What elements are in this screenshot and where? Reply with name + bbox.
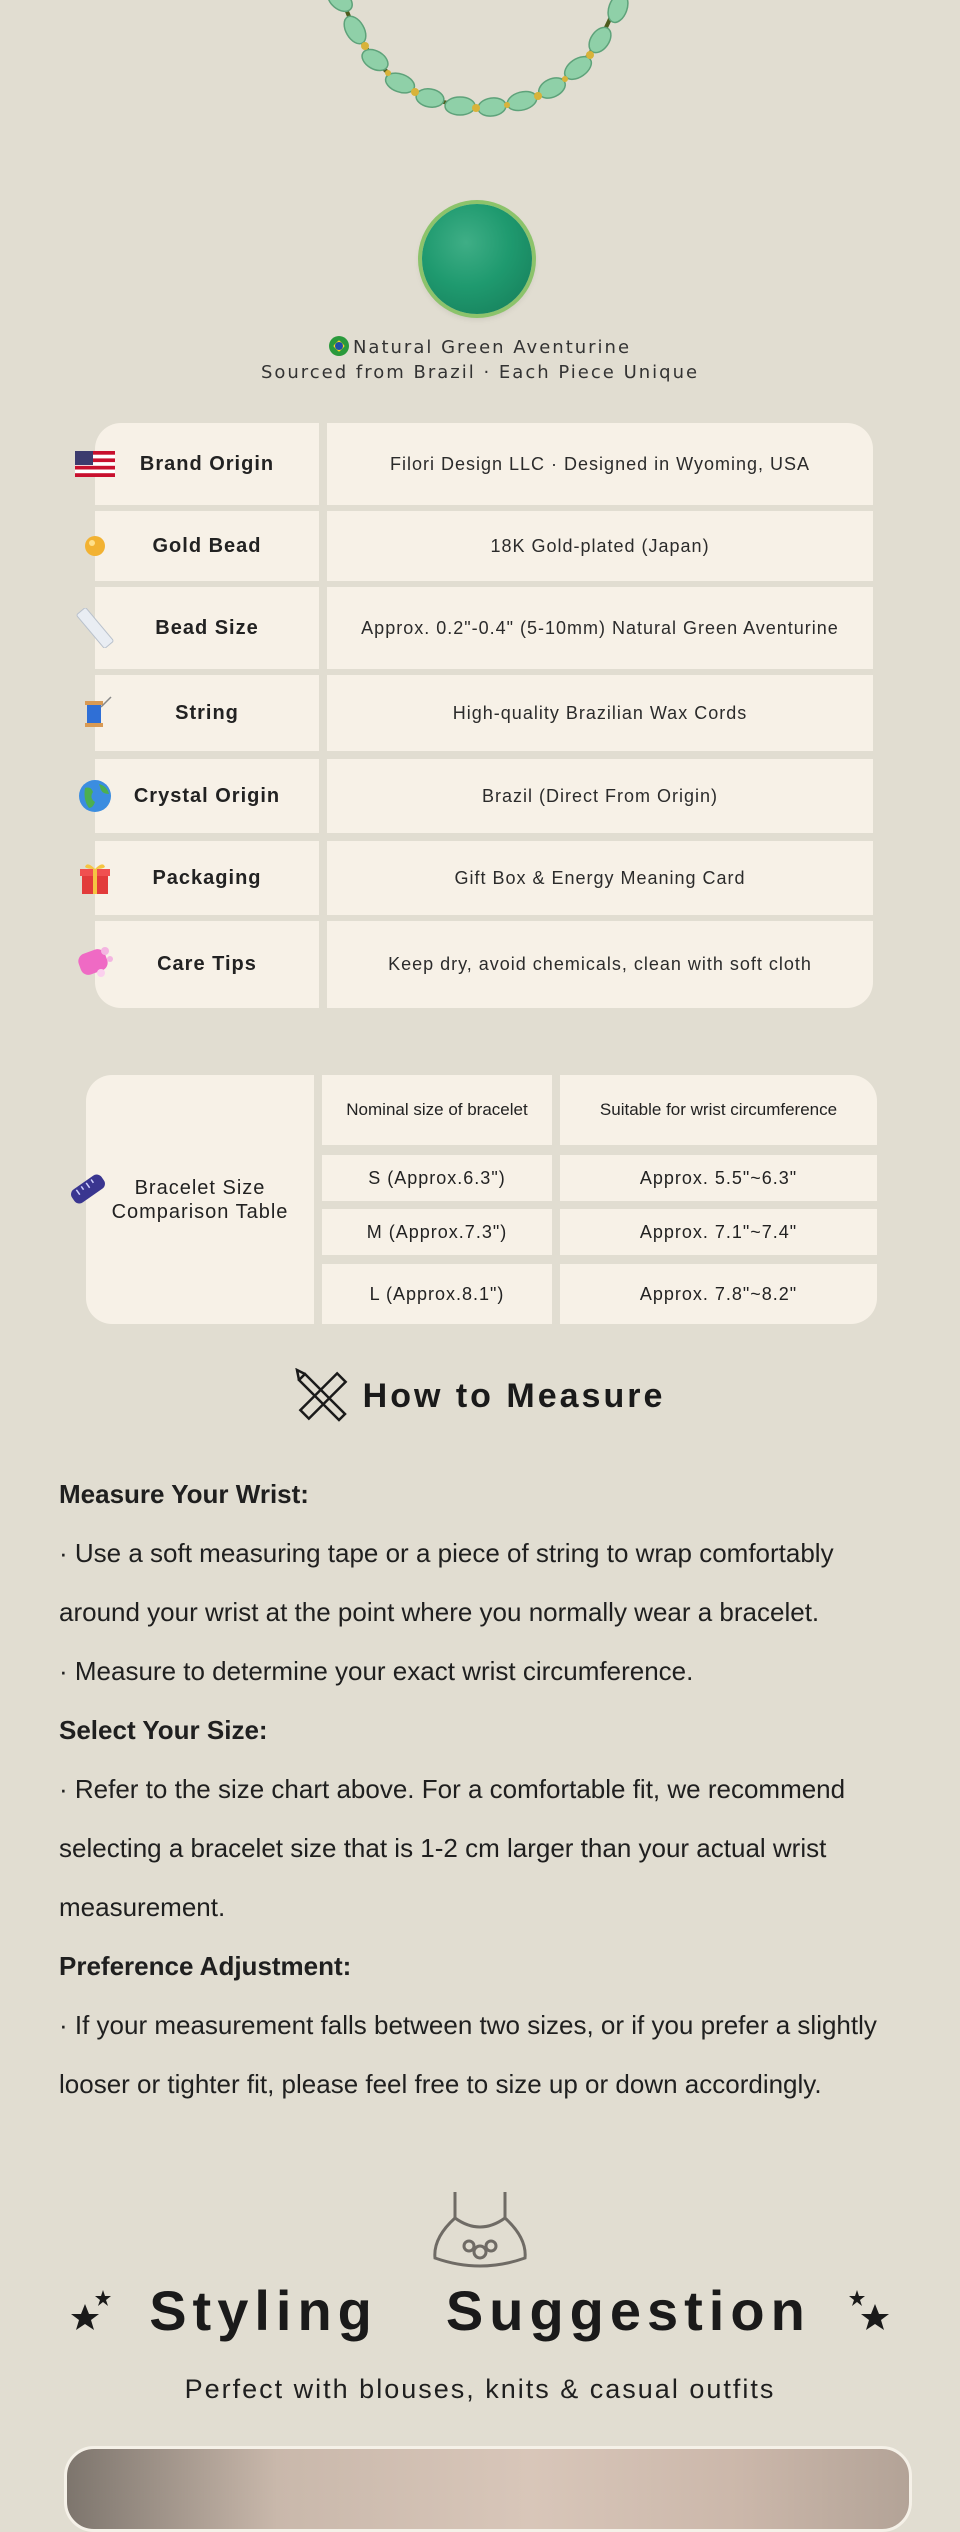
measure-text-line: measurement. — [59, 1892, 226, 1922]
styling-suggestion-heading — [0, 2270, 960, 2350]
ruler-icon — [73, 606, 117, 650]
wrist-cell-l: Approx. 7.8"~8.2" — [560, 1264, 877, 1324]
measure-section-heading: Preference Adjustment: — [59, 1951, 352, 1981]
spec-row-crystal-origin — [95, 759, 873, 833]
how-to-measure-title: How to Measure — [362, 1376, 666, 1415]
spec-value: Filori Design LLC · Designed in Wyoming, USA — [327, 423, 873, 505]
model-photo — [64, 2446, 912, 2532]
sparkle-stars-left-icon — [67, 2286, 115, 2334]
measure-text-line: looser or tighter fit, please feel free to size up or down accordingly. — [59, 2069, 822, 2099]
gift-icon — [73, 856, 117, 900]
spec-row-care-tips — [95, 921, 873, 1008]
spec-label: Care Tips — [95, 921, 319, 1008]
us-flag-icon — [73, 442, 117, 486]
spec-value: Gift Box & Energy Meaning Card — [327, 841, 873, 915]
soap-icon — [73, 941, 117, 985]
spec-value: High-quality Brazilian Wax Cords — [327, 675, 873, 751]
spec-label: Gold Bead — [95, 511, 319, 581]
spec-row-brand-origin — [95, 423, 873, 505]
thread-spool-icon — [73, 691, 117, 735]
necklace-icon — [425, 2188, 535, 2274]
spec-row-bead-size — [95, 587, 873, 669]
how-to-measure-heading — [0, 1368, 960, 1424]
spec-value: 18K Gold-plated (Japan) — [327, 511, 873, 581]
bracelet-image — [300, 0, 660, 140]
suggestion-word: Suggestion — [445, 2278, 811, 2342]
gem-title — [0, 336, 960, 358]
how-to-measure-text — [59, 1465, 919, 2114]
spec-label: Brand Origin — [95, 423, 319, 505]
measure-text-line: · Use a soft measuring tape or a piece of string to wrap comfortably — [59, 1538, 834, 1568]
spec-value: Keep dry, avoid chemicals, clean with soft cloth — [327, 921, 873, 1008]
spec-value: Approx. 0.2"-0.4" (5-10mm) Natural Green Aventurine — [327, 587, 873, 669]
spec-label: Bead Size — [95, 587, 319, 669]
size-cell-l: L (Approx.8.1") — [322, 1264, 552, 1324]
spec-label: Packaging — [95, 841, 319, 915]
styling-word: Styling — [149, 2278, 378, 2342]
spec-row-gold-bead — [95, 511, 873, 581]
wrist-cell-m: Approx. 7.1"~7.4" — [560, 1209, 877, 1255]
measure-section-heading: Select Your Size: — [59, 1715, 268, 1745]
measure-text-line: selecting a bracelet size that is 1-2 cm larger than your actual wrist — [59, 1833, 827, 1863]
size-col-header-nominal: Nominal size of bracelet — [322, 1075, 552, 1145]
spec-row-string — [95, 675, 873, 751]
measure-text-line: · If your measurement falls between two sizes, or if you prefer a slightly — [59, 2010, 877, 2040]
spec-row-packaging — [95, 841, 873, 915]
measure-text-line: · Refer to the size chart above. For a comfortable fit, we recommend — [59, 1774, 846, 1804]
measure-text-line: · Measure to determine your exact wrist circumference. — [59, 1656, 694, 1686]
gem-title-text: Natural Green Aventurine — [352, 337, 632, 358]
spec-label: Crystal Origin — [95, 759, 319, 833]
spec-table — [95, 423, 873, 1008]
measuring-tape-icon — [64, 1165, 112, 1213]
brazil-flag-icon — [329, 336, 349, 356]
spec-value: Brazil (Direct From Origin) — [327, 759, 873, 833]
gold-bead-icon — [73, 524, 117, 568]
size-comparison-table — [86, 1075, 877, 1324]
size-table-label-line2: Comparison Table — [111, 1200, 289, 1223]
gem-subtitle: Sourced from Brazil · Each Piece Unique — [260, 362, 700, 383]
styling-subtitle: Perfect with blouses, knits & casual outfits — [184, 2374, 776, 2404]
globe-icon — [73, 774, 117, 818]
pencil-ruler-icon — [295, 1368, 351, 1424]
wrist-cell-s: Approx. 5.5"~6.3" — [560, 1155, 877, 1201]
size-cell-s: S (Approx.6.3") — [322, 1155, 552, 1201]
measure-text-line: around your wrist at the point where you normally wear a bracelet. — [59, 1597, 820, 1627]
green-aventurine-swatch — [422, 204, 532, 314]
size-table-label-line1: Bracelet Size — [134, 1176, 266, 1199]
size-table-label — [86, 1075, 314, 1324]
size-cell-m: M (Approx.7.3") — [322, 1209, 552, 1255]
measure-section-heading: Measure Your Wrist: — [59, 1479, 309, 1509]
size-col-header-wrist: Suitable for wrist circumference — [560, 1075, 877, 1145]
sparkle-stars-right-icon — [845, 2286, 893, 2334]
spec-label: String — [95, 675, 319, 751]
